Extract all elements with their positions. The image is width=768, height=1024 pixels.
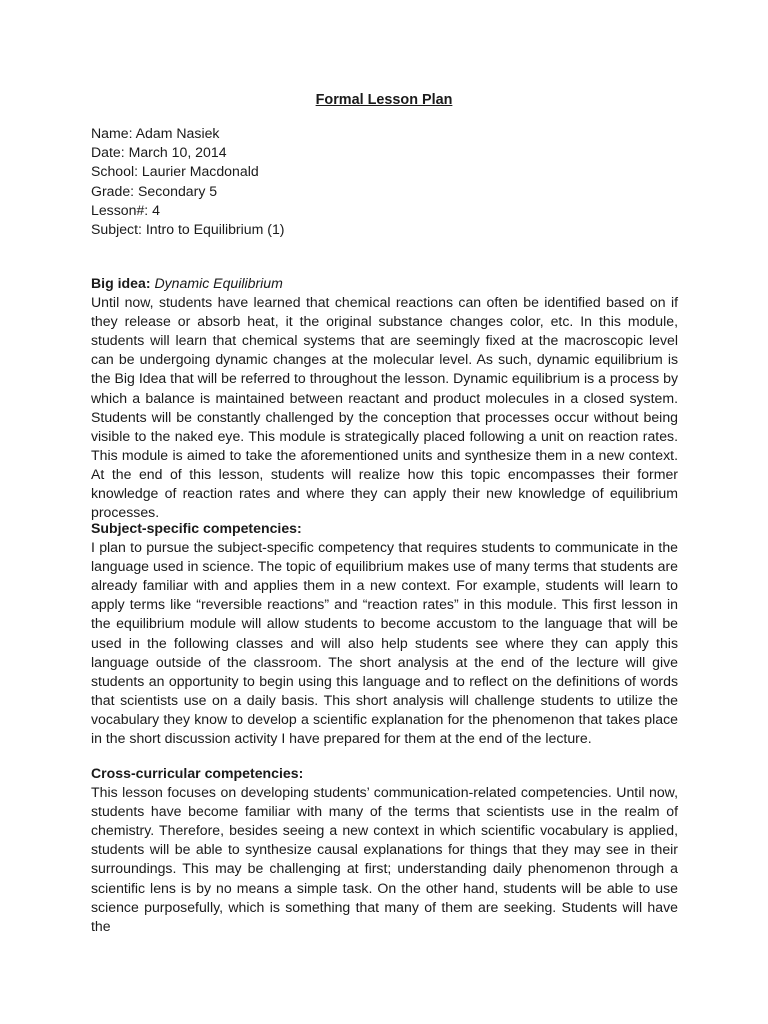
big-idea-heading-line	[91, 274, 678, 293]
big-idea-section	[91, 274, 678, 522]
meta-school: School: Laurier Macdonald	[91, 163, 259, 180]
cross-curricular-section	[91, 764, 678, 936]
meta-date: Date: March 10, 2014	[91, 144, 227, 161]
big-idea-heading: Big idea:	[91, 275, 151, 291]
meta-lesson-number: Lesson#: 4	[91, 201, 160, 218]
meta-subject: Subject: Intro to Equilibrium (1)	[91, 221, 285, 238]
cross-curricular-paragraph: This lesson focuses on developing students’ communication-related competencies. Until now, students have become familiar with many of the terms that scientists use in the realm of chemistry. Therefore, besides seeing a new context in which scientific vocabulary is applied, students will be able to synthesize causal explanations for things that they may see in their surroundings. This may be challenging at first; understanding daily phenomenon through a scientific lens is by no means a simple task. On the other hand, students will be able to use science purposefully, which is something that many of them are seeking. Students will have the	[91, 784, 678, 934]
meta-grade: Grade: Secondary 5	[91, 182, 218, 199]
big-idea-topic: Dynamic Equilibrium	[154, 275, 283, 291]
big-idea-paragraph: Until now, students have learned that chemical reactions can often be identified based on if they release or absorb heat, it the original substance changes color, etc. In this module, students will learn that chemical systems that are seemingly fixed at the macroscopic level can be undergoing dynamic changes at the molecular level. As such, dynamic equilibrium is the Big Idea that will be referred to throughout the lesson. Dynamic equilibrium is a process by which a balance is maintained between reactant and product molecules in a closed system. Students will be constantly challenged by the conception that processes occur without being visible to the naked eye. This module is strategically placed following a unit on reaction rates. This module is aimed to take the aforementioned units and synthesize them in a new context. At the end of this lesson, students will realize how this topic encompasses their former knowledge of reaction rates and where they can apply their new knowledge of equilibrium processes.	[91, 294, 678, 521]
subject-specific-paragraph: I plan to pursue the subject-specific competency that requires students to communicate in the language used in science. The topic of equilibrium makes use of many terms that students are already familiar with and applies them in a new context. For example, students will learn to apply terms like “reversible reactions” and “reaction rates” in this module. This first lesson in the equilibrium module will allow students to become accustom to the language that will be used in the following classes and will also help students see where they can apply this language outside of the classroom. The short analysis at the end of the lecture will give students an opportunity to begin using this language and to reflect on the definitions of words that scientists use on a daily basis. This short analysis will challenge students to utilize the vocabulary they know to develop a scientific explanation for the phenomenon that takes place in the short discussion activity I have prepared for them at the end of the lecture.	[91, 539, 678, 747]
meta-name: Name: Adam Nasiek	[91, 125, 220, 141]
lesson-metadata	[91, 124, 284, 239]
subject-specific-section	[91, 519, 678, 748]
cross-curricular-heading: Cross-curricular competencies:	[91, 765, 304, 781]
page-title: Formal Lesson Plan	[315, 92, 453, 108]
subject-specific-heading: Subject-specific competencies:	[91, 520, 302, 536]
